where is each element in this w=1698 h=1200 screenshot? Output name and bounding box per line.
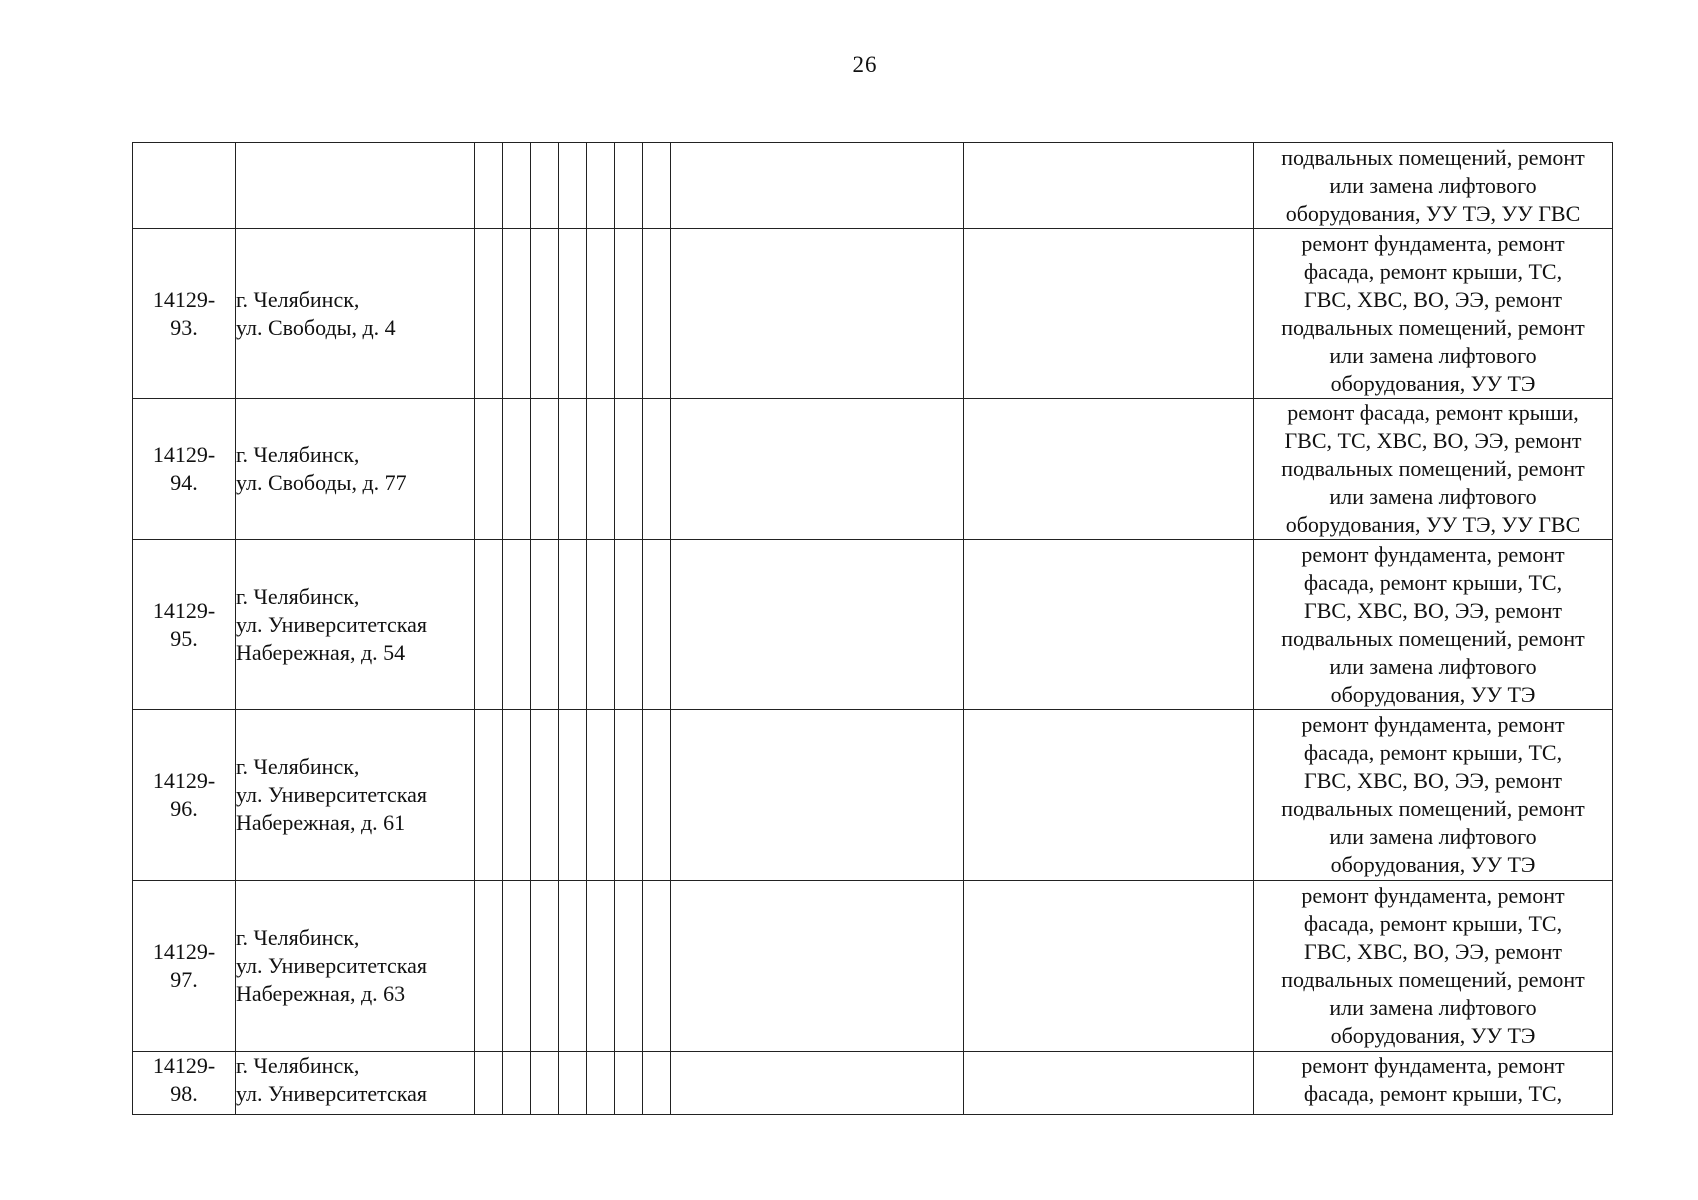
table-row <box>133 1052 1613 1115</box>
address-line: Набережная, д. 63 <box>236 981 406 1006</box>
works-line: или замена лифтового <box>1329 172 1537 198</box>
narrow-empty-cell <box>531 399 559 540</box>
table-row <box>133 710 1613 881</box>
wide-empty-cell <box>671 1052 964 1115</box>
narrow-empty-cell <box>615 710 643 881</box>
address-line: г. Челябинск, <box>236 925 360 950</box>
object-number-cell <box>133 710 236 881</box>
wide-empty-cell <box>671 540 964 710</box>
works-list-cell <box>1254 229 1613 399</box>
narrow-empty-cell <box>587 143 615 229</box>
works-line: подвальных помещений, ремонт <box>1281 144 1585 170</box>
works-line: ГВС, ХВС, ВО, ЭЭ, ремонт <box>1304 286 1562 312</box>
wide-empty-cell <box>964 1052 1254 1115</box>
object-number-line: 14129- <box>152 768 216 793</box>
wide-empty-cell <box>671 229 964 399</box>
page-number: 26 <box>852 52 878 77</box>
object-number-line: 96. <box>170 796 198 821</box>
narrow-empty-cell <box>587 540 615 710</box>
works-line: оборудования, УУ ТЭ, УУ ГВС <box>1285 512 1581 537</box>
narrow-empty-cell <box>503 540 531 710</box>
address-cell <box>236 399 475 540</box>
works-line: оборудования, УУ ТЭ <box>1330 370 1536 396</box>
narrow-empty-cell <box>503 1052 531 1115</box>
address-line: г. Челябинск, <box>236 1053 360 1078</box>
address-line: ул. Университетская <box>236 782 428 807</box>
wide-empty-cell <box>964 143 1254 229</box>
narrow-empty-cell <box>615 143 643 229</box>
object-number-cell <box>133 143 236 229</box>
narrow-empty-cell <box>643 1052 671 1115</box>
narrow-empty-cell <box>531 540 559 710</box>
address-line: г. Челябинск, <box>236 442 360 467</box>
address-line: г. Челябинск, <box>236 754 360 779</box>
narrow-empty-cell <box>559 399 587 540</box>
works-line: ремонт фундамента, ремонт <box>1301 541 1565 567</box>
works-line: или замена лифтового <box>1329 484 1537 509</box>
works-line: фасада, ремонт крыши, ТС, <box>1303 911 1563 936</box>
address-cell <box>236 1052 475 1115</box>
works-line: ГВС, ТС, ХВС, ВО, ЭЭ, ремонт <box>1284 428 1582 453</box>
works-list-cell <box>1254 881 1613 1052</box>
narrow-empty-cell <box>475 710 503 881</box>
narrow-empty-cell <box>475 881 503 1052</box>
narrow-empty-cell <box>531 881 559 1052</box>
table-row <box>133 399 1613 540</box>
narrow-empty-cell <box>559 1052 587 1115</box>
wide-empty-cell <box>671 881 964 1052</box>
address-cell <box>236 143 475 229</box>
narrow-empty-cell <box>587 710 615 881</box>
works-line: подвальных помещений, ремонт <box>1281 314 1585 340</box>
works-list-cell <box>1254 540 1613 710</box>
narrow-empty-cell <box>503 143 531 229</box>
narrow-empty-cell <box>615 229 643 399</box>
narrow-empty-cell <box>503 710 531 881</box>
works-line: ГВС, ХВС, ВО, ЭЭ, ремонт <box>1304 597 1562 623</box>
narrow-empty-cell <box>559 229 587 399</box>
object-number-line: 14129- <box>152 939 216 964</box>
table-row <box>133 143 1613 229</box>
narrow-empty-cell <box>643 229 671 399</box>
works-line: фасада, ремонт крыши, ТС, <box>1303 1081 1563 1106</box>
works-line: ГВС, ХВС, ВО, ЭЭ, ремонт <box>1304 768 1562 793</box>
works-line: подвальных помещений, ремонт <box>1281 796 1585 821</box>
narrow-empty-cell <box>531 1052 559 1115</box>
object-number-line: 98. <box>170 1081 198 1106</box>
narrow-empty-cell <box>475 1052 503 1115</box>
works-line: подвальных помещений, ремонт <box>1281 967 1585 992</box>
address-line: ул. Свободы, д. 4 <box>236 314 396 340</box>
wide-empty-cell <box>964 399 1254 540</box>
works-list-cell <box>1254 1052 1613 1115</box>
wide-empty-cell <box>671 399 964 540</box>
address-line: Набережная, д. 54 <box>236 639 406 665</box>
narrow-empty-cell <box>475 540 503 710</box>
works-line: ремонт фундамента, ремонт <box>1301 712 1565 737</box>
works-line: ремонт фасада, ремонт крыши, <box>1287 400 1579 425</box>
object-number-cell <box>133 540 236 710</box>
object-number-line: 95. <box>170 625 198 651</box>
object-number-cell <box>133 1052 236 1115</box>
narrow-empty-cell <box>587 1052 615 1115</box>
object-number-cell <box>133 881 236 1052</box>
object-number-line: 14129- <box>152 442 216 467</box>
works-line: ГВС, ХВС, ВО, ЭЭ, ремонт <box>1304 939 1562 964</box>
works-line: или замена лифтового <box>1329 824 1537 849</box>
address-cell <box>236 710 475 881</box>
narrow-empty-cell <box>475 143 503 229</box>
works-line: оборудования, УУ ТЭ <box>1330 681 1536 707</box>
works-line: фасада, ремонт крыши, ТС, <box>1303 569 1563 595</box>
narrow-empty-cell <box>587 881 615 1052</box>
object-number-line: 14129- <box>152 597 216 623</box>
narrow-empty-cell <box>615 881 643 1052</box>
narrow-empty-cell <box>643 710 671 881</box>
narrow-empty-cell <box>531 143 559 229</box>
address-line: ул. Свободы, д. 77 <box>236 470 407 495</box>
works-line: подвальных помещений, ремонт <box>1281 625 1585 651</box>
address-line: ул. Университетская <box>236 953 428 978</box>
narrow-empty-cell <box>559 143 587 229</box>
works-line: ремонт фундамента, ремонт <box>1301 1053 1565 1078</box>
works-line: или замена лифтового <box>1329 653 1537 679</box>
narrow-empty-cell <box>643 399 671 540</box>
narrow-empty-cell <box>559 540 587 710</box>
narrow-empty-cell <box>475 399 503 540</box>
works-line: оборудования, УУ ТЭ <box>1330 1023 1536 1048</box>
works-line: фасада, ремонт крыши, ТС, <box>1303 258 1563 284</box>
wide-empty-cell <box>964 540 1254 710</box>
narrow-empty-cell <box>615 540 643 710</box>
wide-empty-cell <box>964 881 1254 1052</box>
works-list-cell <box>1254 710 1613 881</box>
works-list-cell <box>1254 399 1613 540</box>
wide-empty-cell <box>964 229 1254 399</box>
table-row <box>133 540 1613 710</box>
address-cell <box>236 540 475 710</box>
narrow-empty-cell <box>503 399 531 540</box>
address-cell <box>236 881 475 1052</box>
works-line: подвальных помещений, ремонт <box>1281 456 1585 481</box>
object-number-line: 14129- <box>152 1053 216 1078</box>
object-number-line: 93. <box>170 314 198 340</box>
works-list-cell <box>1254 143 1613 229</box>
narrow-empty-cell <box>615 1052 643 1115</box>
address-line: г. Челябинск, <box>236 286 360 312</box>
narrow-empty-cell <box>531 710 559 881</box>
wide-empty-cell <box>671 710 964 881</box>
narrow-empty-cell <box>559 881 587 1052</box>
narrow-empty-cell <box>587 399 615 540</box>
wide-empty-cell <box>671 143 964 229</box>
narrow-empty-cell <box>531 229 559 399</box>
object-number-line: 14129- <box>152 286 216 312</box>
narrow-empty-cell <box>587 229 615 399</box>
narrow-empty-cell <box>559 710 587 881</box>
works-line: фасада, ремонт крыши, ТС, <box>1303 740 1563 765</box>
table-row <box>133 881 1613 1052</box>
address-line: ул. Университетская <box>236 611 428 637</box>
object-number-cell <box>133 229 236 399</box>
narrow-empty-cell <box>503 229 531 399</box>
works-line: или замена лифтового <box>1329 995 1537 1020</box>
narrow-empty-cell <box>475 229 503 399</box>
address-cell <box>236 229 475 399</box>
wide-empty-cell <box>964 710 1254 881</box>
narrow-empty-cell <box>643 881 671 1052</box>
narrow-empty-cell <box>615 399 643 540</box>
narrow-empty-cell <box>643 540 671 710</box>
object-number-line: 94. <box>170 470 198 495</box>
address-line: г. Челябинск, <box>236 583 360 609</box>
narrow-empty-cell <box>643 143 671 229</box>
repair-schedule-table <box>132 142 1613 1115</box>
table-row <box>133 229 1613 399</box>
address-line: Набережная, д. 61 <box>236 810 406 835</box>
works-line: или замена лифтового <box>1329 342 1537 368</box>
object-number-line: 97. <box>170 967 198 992</box>
works-line: оборудования, УУ ТЭ <box>1330 852 1536 877</box>
works-line: ремонт фундамента, ремонт <box>1301 883 1565 908</box>
object-number-cell <box>133 399 236 540</box>
works-line: оборудования, УУ ТЭ, УУ ГВС <box>1285 200 1581 226</box>
narrow-empty-cell <box>503 881 531 1052</box>
works-line: ремонт фундамента, ремонт <box>1301 230 1565 256</box>
address-line: ул. Университетская <box>236 1081 428 1106</box>
